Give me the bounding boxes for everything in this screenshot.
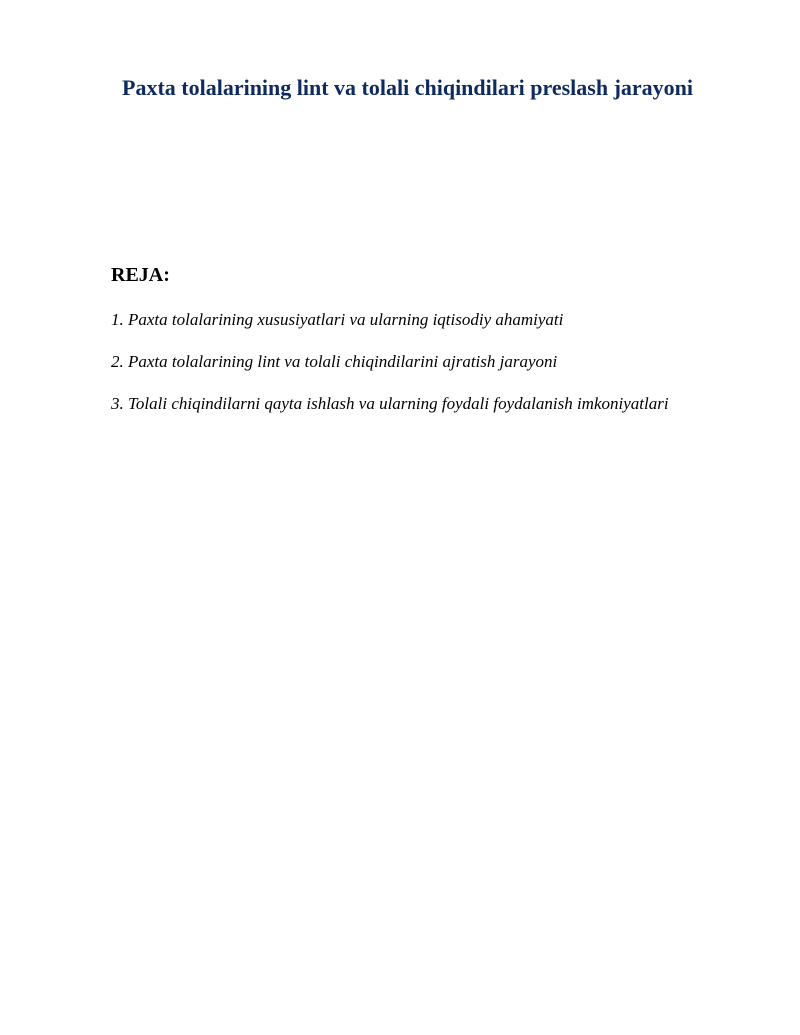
plan-item: 3. Tolali chiqindilarni qayta ishlash va ularning foydali foydalanish imkoniyatlari (111, 394, 669, 413)
plan-item: 1. Paxta tolalarining xususiyatlari va ularning iqtisodiy ahamiyati (111, 310, 564, 329)
plan-item: 2. Paxta tolalarining lint va tolali chiqindilarini ajratish jarayoni (111, 352, 558, 371)
document-title: Paxta tolalarining lint va tolali chiqindilari preslash jarayoni (122, 75, 694, 100)
plan-list (111, 308, 669, 434)
plan-heading: REJA: (111, 264, 170, 286)
